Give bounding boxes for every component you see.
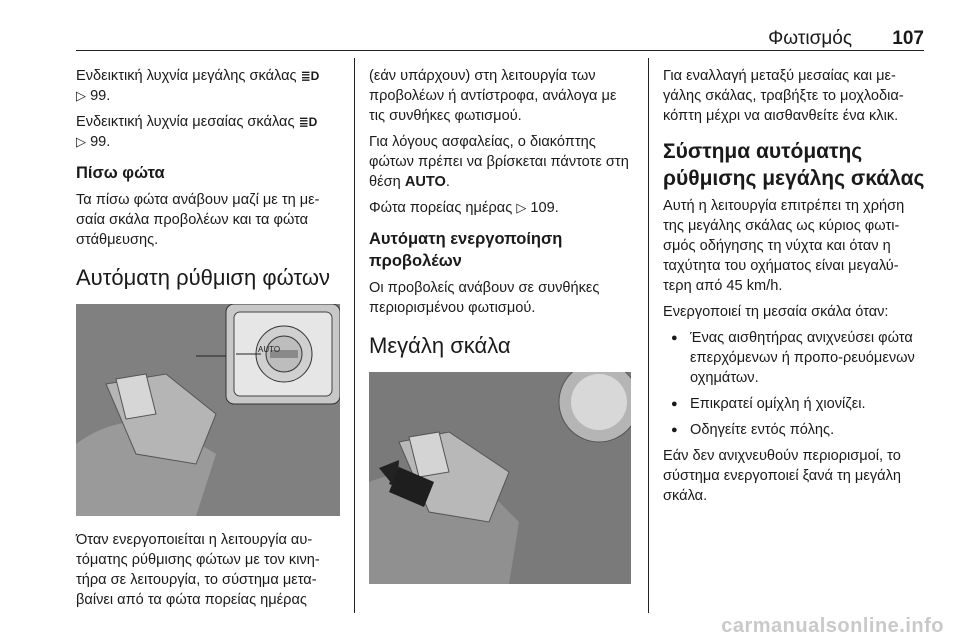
page-header (76, 26, 924, 51)
paragraph: Οι προβολείς ανάβουν σε συνθήκες περιορισμένου φωτισμού. (369, 280, 600, 316)
low-beam-indicator-text: Ενδεικτική λυχνία μεσαίας σκάλας (76, 114, 295, 130)
auto-label: AUTO (258, 345, 281, 354)
paragraph: Εάν δεν ανιχνευθούν περιορισμοί, το σύστημα ενεργοποιεί ξανά τη μεγάλη σκάλα. (663, 448, 901, 504)
column-1 (76, 66, 340, 616)
figure-caption: Όταν ενεργοποιείται η λειτουργία αυ-τόματης ρύθμισης φώτων με τον κινη-τήρα σε λειτουργία, το σύστημα μετα-βαίνει από τα φώτα πορείας ημέρας (76, 532, 320, 608)
auto-bold: AUTO (404, 174, 446, 190)
list-item: ● Ένας αισθητήρας ανιχνεύσει φώτα επερχόμενων ή προπο-ρευόμενων οχημάτων. (663, 328, 925, 388)
paragraph: Τα πίσω φώτα ανάβουν μαζί με τη με-σαία σκάλα προβολέων και τα φώτα στάθμευσης. (76, 192, 320, 248)
section-title: Φωτισμός (768, 28, 852, 49)
paragraph (76, 112, 340, 152)
page-arrow-icon: ▷ (516, 200, 527, 215)
page-arrow-icon: ▷ (76, 134, 86, 149)
paragraph: Ενεργοποιεί τη μεσαία σκάλα όταν: (663, 304, 889, 320)
watermark: carmanualsonline.info (721, 615, 944, 637)
list-item: ● Οδηγείτε εντός πόλης. (663, 420, 925, 440)
bullet-list (663, 328, 925, 440)
heading-auto-activation: Αυτόματη ενεργοποίηση προβολέων (369, 230, 563, 270)
paragraph: (εάν υπάρχουν) στη λειτουργία των προβολέων ή αντίστροφα, ανάλογα με τις συνθήκες φωτισμού. (369, 68, 617, 124)
page-arrow-icon: ▷ (76, 88, 86, 103)
figure-light-switch (76, 304, 340, 516)
figure-stalk (369, 372, 631, 584)
heading-auto-lights: Αυτόματη ρύθμιση φώτων (76, 265, 331, 290)
column-3 (663, 66, 925, 512)
list-item: ● Επικρατεί ομίχλη ή χιονίζει. (663, 394, 925, 414)
stalk-pull-illustration (369, 372, 631, 584)
heading-rear-lights: Πίσω φώτα (76, 164, 165, 182)
light-switch-illustration (76, 304, 340, 516)
high-beam-icon: ≣D (300, 69, 320, 83)
paragraph: Για εναλλαγή μεταξύ μεσαίας και με-γάλης σκάλας, τραβήξτε το μοχλοδια-κόπτη μέχρι να αισθανθείτε ένα κλικ. (663, 68, 904, 124)
heading-auto-high-beam: Σύστημα αυτόματης ρύθμισης μεγάλης σκάλας (663, 140, 925, 190)
cross-reference[interactable]: ▷ 99. (76, 88, 111, 104)
low-beam-icon: ≣D (298, 115, 318, 129)
column-2 (369, 66, 633, 584)
column-divider (354, 58, 355, 613)
cross-reference[interactable]: ▷ 109. (516, 200, 559, 216)
paragraph (76, 66, 340, 106)
paragraph: Για λόγους ασφαλείας, ο διακόπτης φώτων πρέπει να βρίσκεται πάντοτε στη θέση AUTO. (369, 134, 629, 190)
column-divider (648, 58, 649, 613)
high-beam-indicator-text: Ενδεικτική λυχνία μεγάλης σκάλας (76, 68, 297, 84)
page-number: 107 (892, 28, 924, 49)
paragraph: Αυτή η λειτουργία επιτρέπει τη χρήση της μεγάλης σκάλας ως κύριος φωτι-σμός οδήγησης τη νύχτα και όταν η ταχύτητα του οχήματος είναι μεγαλύ-τερη από 45 km/h. (663, 198, 905, 294)
cross-reference[interactable]: ▷ 99. (76, 134, 111, 150)
paragraph: Φώτα πορείας ημέρας ▷ 109. (369, 200, 559, 216)
heading-high-beam: Μεγάλη σκάλα (369, 333, 511, 358)
